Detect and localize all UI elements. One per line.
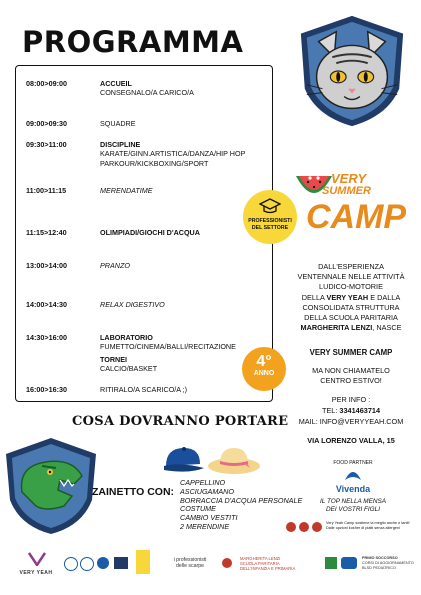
intro-line: LUDICO-MOTORIE [319,282,383,292]
tagline [283,366,419,386]
schedule-time: 09:00>09:30 [26,119,67,128]
schedule-time: 14:00>14:30 [26,300,67,309]
list-item: 2 MERENDINE [180,521,230,531]
sponsor-logo-icon [222,558,232,568]
tel-label: TEL: [321,406,340,415]
allergen-icon [312,522,322,532]
anniversary-badge [242,347,286,391]
schedule-detail: CALCIO/BASKET [100,363,158,373]
schedule-detail: FUMETTO/CINEMA/BALLI/RECITAZIONE [100,342,236,352]
trex-mascot-illustration [2,436,100,536]
vivenda-brand: Vivenda [335,484,371,494]
first-aid-line: BLSD PEDIATRICO [362,565,396,570]
section-title: COSA DOVRANNO PORTARE [72,414,289,429]
list-item: BORRACCIA D'ACQUA PERSONALE [180,495,303,505]
email-link[interactable]: INFO@VERYYEAH.COM [319,417,404,426]
info-header: PER INFO : [331,395,371,404]
food-partner-label: FOOD PARTNER [333,460,373,466]
camp-logo-summer: SUMMER [322,185,371,197]
schedule-activity: ACCUEIL [100,79,132,88]
allergy-note [326,521,418,531]
school-logo-line: SCUOLA PARITARIA [240,561,280,567]
sponsor-logo-icon [136,550,150,574]
items-list [180,479,302,532]
badge-text-line: DEL SETTORE [251,225,289,231]
cap-hat-icon [160,444,208,474]
first-aid-line: PRIMO SOCCORSO [362,556,398,560]
schedule-detail: CONSEGNALO/A CARICO/A [100,88,194,98]
list-item: CAMBIO VESTITI [180,513,238,523]
badge-text-line: PROFESSIONISTI [248,218,292,224]
sun-hat-icon [206,444,262,476]
schedule-activity: LABORATORIO [100,333,153,342]
sponsor-logo-icon [341,557,357,569]
schedule-detail: PARKOUR/KICKBOXING/SPORT [100,158,209,168]
graduation-cap-icon [259,198,281,214]
first-aid-icon [325,557,337,569]
schedule-detail: SQUADRE [100,119,136,128]
schedule-activity: OLIMPIADI/GIOCHI D'ACQUA [100,228,200,237]
schedule-time: 16:00>16:30 [26,385,67,394]
page-title: PROGRAMMA [22,25,244,59]
school-logo-line: MARGHERITA LENZI [240,556,281,561]
intro-line: VENTENNALE NELLE ATTIVITÀ [297,272,405,282]
intro-line: DALL'ESPERIENZA [318,262,384,271]
anniversary-word: ANNO [253,370,275,377]
intro-paragraph [283,262,419,333]
intro-text: E DALLA [368,292,401,302]
schedule-time: 09:30>11:00 [26,140,67,149]
first-aid-text [362,556,418,570]
very-yeah-name: VERY YEAH [326,292,369,302]
contact-info [283,394,419,427]
shoes-partner-line: delle scarpe [176,563,204,570]
sponsor-logo-icon [64,557,78,571]
intro-text: DELLA [301,292,327,302]
sponsor-logo-icon [97,557,109,569]
tagline-line: CENTRO ESTIVO! [320,376,382,386]
school-logo-text [240,556,314,572]
footer-logos [0,548,421,588]
list-item: ASCIUGAMANO [180,486,234,496]
shoes-partner-text [158,557,222,570]
first-aid-line: CORSI DI AGGIORNAMENTO [362,560,414,565]
schedule-detail: KARATE/GINN.ARTISTICA/DANZA/HIP HOP [100,149,246,159]
mail-label: MAIL: [298,417,320,426]
schedule-detail: RITIRALO/A SCARICO/A ;) [100,385,188,394]
list-item: CAPPELLINO [180,478,226,487]
schedule-time: 14:30>16:00 [26,333,67,342]
intro-line: DELLA SCUOLA PARITARIA [304,313,398,323]
schedule-time: 11:00>11:15 [26,186,67,195]
sponsor-logo-icon [80,557,94,571]
allergy-note-line: Dalle opzioni kosher di piatti senza allergeni [326,526,400,530]
schedule-time: 11:15>12:40 [26,228,67,237]
allergy-note-line: Very Yeah Camp sostiene la meglio anche e tanti! [326,521,410,525]
camp-logo-very: VERY [331,171,367,186]
address: VIA LORENZO VALLA, 15 [307,436,395,445]
very-yeah-logo-icon [28,552,46,566]
intro-text: , NASCE [372,323,402,333]
intro-line: CONSOLIDATA STRUTTURA [302,302,400,312]
anniversary-number: 4° [256,353,272,370]
camp-name: VERY SUMMER CAMP [309,348,393,357]
backpack-label: ZAINETTO CON: [92,486,175,498]
schedule-time: 08:00>09:00 [26,79,67,88]
schedule-activity: TORNEI [100,354,128,364]
shoes-partner-line: i professionisti [173,557,207,563]
schedule-activity: DISCIPLINE [100,140,141,149]
slogan-line: DEI VOSTRI FIGLI [326,506,380,514]
slogan-line: IL TOP NELLA MENSA [319,498,387,505]
tagline-line: MA NON CHIAMATELO [312,366,390,375]
food-slogan [306,498,400,515]
school-name: MARGHERITA LENZI [300,323,373,333]
vivenda-logo-icon [344,468,362,482]
cat-mascot-illustration [293,12,411,130]
schedule-detail: RELAX DIGESTIVO [100,300,165,309]
list-item: COSTUME [180,504,216,514]
camp-logo-camp: CAMP [306,198,407,236]
schedule-detail: PRANZO [100,261,130,270]
professionisti-badge [243,190,297,244]
sponsor-logo-icon [114,557,128,569]
schedule-time: 13:00>14:00 [26,261,67,270]
school-logo-line: DELL'INFANZIA E PRIMARIA [240,566,296,572]
very-yeah-logo-text: VERY YEAH [19,570,53,576]
phone-link[interactable]: 3341463714 [339,406,381,415]
schedule-detail: MERENDATIME [100,186,153,195]
